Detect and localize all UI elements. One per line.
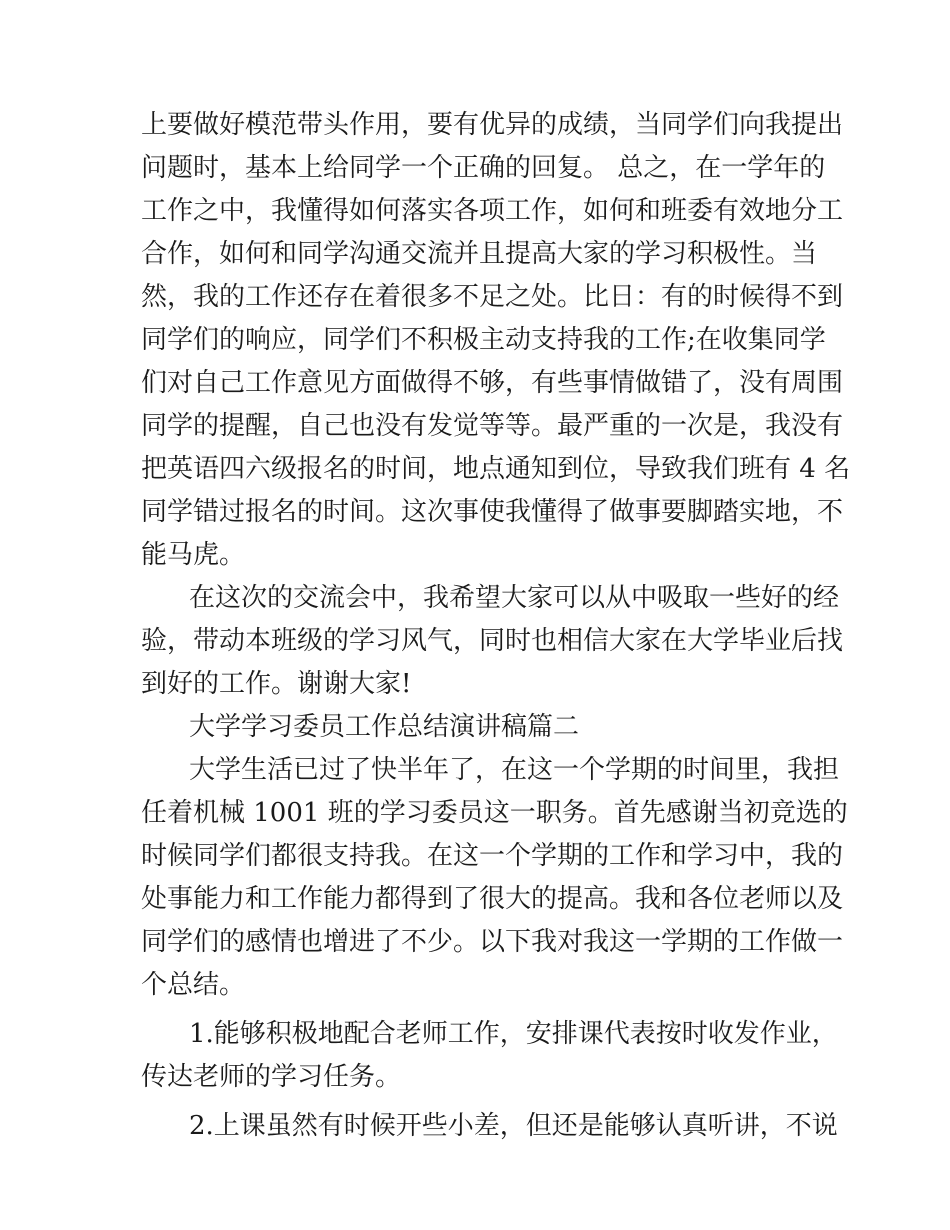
text-line: 上要做好模范带头作用，要有优异的成绩，当同学们向我提出 <box>141 110 844 140</box>
text-line: 同学们的感情也增进了不少。以下我对我这一学期的工作做一 <box>141 927 844 957</box>
text-line: 传达老师的学习任务。 <box>141 1062 402 1092</box>
text-line: 处事能力和工作能力都得到了很大的提高。我和各位老师以及 <box>141 884 844 914</box>
text-line: 时候同学们都很支持我。在这一个学期的工作和学习中，我的 <box>141 841 844 871</box>
text-line: 然，我的工作还存在着很多不足之处。比日：有的时候得不到 <box>141 282 844 312</box>
text-line: 1.能够积极地配合老师工作，安排课代表按时收发作业， <box>189 1019 838 1049</box>
text-line: 任着机械 1001 班的学习委员这一职务。首先感谢当初竞选的 <box>141 798 848 828</box>
text-line: 在这次的交流会中，我希望大家可以从中吸取一些好的经 <box>189 583 840 613</box>
text-line: 大学学习委员工作总结演讲稿篇二 <box>189 712 580 742</box>
text-line: 同学们的响应，同学们不积极主动支持我的工作;在收集同学 <box>141 325 826 355</box>
text-line: 合作，如何和同学沟通交流并且提高大家的学习积极性。当 <box>141 239 818 269</box>
text-line: 能马虎。 <box>141 540 246 570</box>
text-line: 同学错过报名的时间。这次事使我懂得了做事要脚踏实地，不 <box>141 497 844 527</box>
text-line: 2.上课虽然有时候开些小差，但还是能够认真听讲，不说 <box>189 1111 838 1141</box>
document-body <box>141 104 851 1148</box>
text-line: 验，带动本班级的学习风气，同时也相信大家在大学毕业后找 <box>141 626 844 656</box>
text-line: 个总结。 <box>141 970 246 1000</box>
text-line: 同学的提醒，自己也没有发觉等等。最严重的一次是，我没有 <box>141 411 844 441</box>
text-line: 问题时，基本上给同学一个正确的回复。 总之，在一学年的 <box>141 153 826 183</box>
text-line: 工作之中，我懂得如何落实各项工作，如何和班委有效地分工 <box>141 196 844 226</box>
text-line: 们对自己工作意见方面做得不够，有些事情做错了，没有周围 <box>141 368 844 398</box>
text-line: 把英语四六级报名的时间，地点通知到位，导致我们班有 4 名 <box>141 454 851 484</box>
text-line: 到好的工作。谢谢大家! <box>141 669 412 699</box>
text-line: 大学生活已过了快半年了，在这一个学期的时间里，我担 <box>189 755 840 785</box>
